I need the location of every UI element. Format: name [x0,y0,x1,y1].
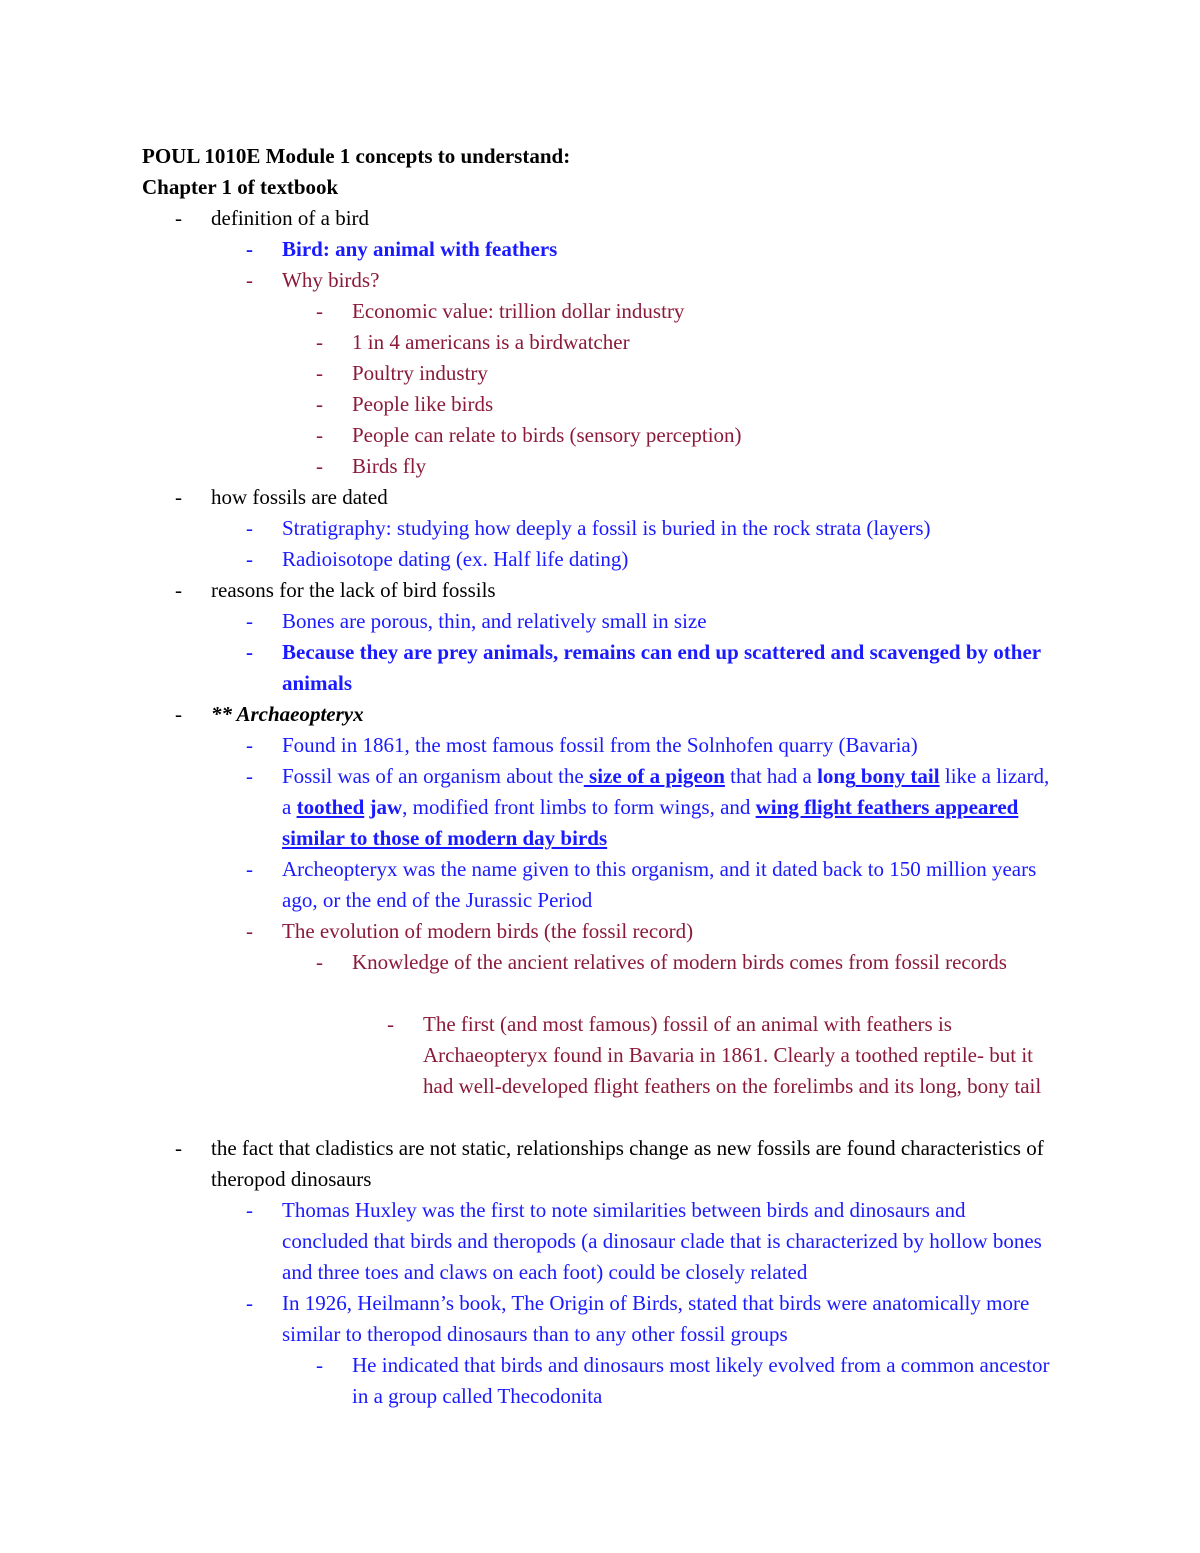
list-item-knowledge [316,947,1056,978]
list-item-text: Stratigraphy: studying how deeply a fossil is buried in the rock strata (layers) [282,516,931,540]
bullet-dash: - [246,237,253,261]
list-item-text: Archeopteryx was the name given to this organism, and it dated back to 150 million years ago, or the end of the Jurassic Period [282,857,1037,912]
text-run-bony-tail: bony tail [855,764,940,788]
list-item-radioisotope [246,544,1056,575]
list-item-text: He indicated that birds and dinosaurs most likely evolved from a common ancestor in a group called Thecodonita [352,1353,1050,1408]
list-item-stratigraphy [246,513,1056,544]
list-item-text: definition of a bird [211,206,370,230]
list-item-cladistics [175,1133,1055,1195]
list-item-bird-definition [246,234,1056,265]
bullet-dash: - [246,609,253,633]
bullet-dash: - [246,516,253,540]
text-run: that had a [724,764,818,788]
bullet-dash: - [316,423,323,447]
list-item-text: Because they are prey animals, remains can end up scattered and scavenged by other animals [282,640,1041,695]
text-run: like a lizard, a [282,764,1050,819]
list-item-heilmann [246,1288,1056,1350]
bullet-dash: - [316,454,323,478]
bullet-dash: - [246,1198,253,1222]
list-item-found-1861 [246,730,1056,761]
bullet-dash: - [316,361,323,385]
bullet-dash: - [175,1136,182,1160]
list-item-huxley [246,1195,1056,1288]
bullet-dash: - [246,640,253,664]
list-item-text: Bones are porous, thin, and relatively small in size [282,609,707,633]
document-title: POUL 1010E Module 1 concepts to understand: [142,144,571,168]
bullet-dash: - [175,578,182,602]
list-item-text: reasons for the lack of bird fossils [211,578,496,602]
bullet-dash: - [246,268,253,292]
text-run-toothed: toothed [296,795,365,819]
list-item-people-like [316,389,1056,420]
list-item-text: the fact that cladistics are not static, relationships change as new fossils are found characteristics of theropod dinosaurs [211,1136,1044,1191]
bullet-dash: - [387,1012,394,1036]
text-run-wing-flight-feathers: wing flight feathers appeared similar to those of modern day birds [282,795,1019,850]
bullet-dash: - [246,733,253,757]
list-item-evolution [246,916,1056,947]
list-item-text: People can relate to birds (sensory perception) [352,423,742,447]
list-item-poultry [316,358,1056,389]
bullet-dash: - [175,206,182,230]
list-item-birdwatcher [316,327,1056,358]
list-item-text: Radioisotope dating (ex. Half life dating) [282,547,629,571]
list-item-economic [316,296,1056,327]
bullet-dash: - [316,299,323,323]
text-run-size-of-pigeon: size of a pigeon [583,764,725,788]
list-item-text: Found in 1861, the most famous fossil from the Solnhofen quarry (Bavaria) [282,733,918,757]
list-item-why-birds [246,265,1056,296]
bullet-dash: - [316,330,323,354]
bullet-dash: - [316,950,323,974]
bullet-dash: - [175,485,182,509]
list-item-text: Why birds? [282,268,380,292]
list-item-fossil-organism [246,761,1056,854]
text-run: Fossil was of an organism about the [282,764,584,788]
bullet-dash: - [246,547,253,571]
list-item-text [246,761,1056,854]
bullet-dash: - [316,1353,323,1377]
text-run: , modified front limbs to form wings, and [402,795,756,819]
list-item-text: People like birds [352,392,494,416]
bullet-dash: - [246,857,253,881]
bullet-dash: - [175,702,182,726]
list-item-text: Thomas Huxley was the first to note similarities between birds and dinosaurs and concluded that birds and theropods (a dinosaur clade that is characterized by hollow bones and three toes and claws on each foot) could be closely related [282,1198,1042,1284]
list-item-first-famous [387,1009,1057,1102]
list-item-prey-animals [246,637,1056,699]
list-item-bones-porous [246,606,1056,637]
list-item-text: ** Archaeopteryx [211,702,364,726]
list-item-text: Birds fly [352,454,427,478]
list-item-archaeopteryx [175,699,1055,730]
bullet-dash: - [246,764,253,788]
list-item-text: Economic value: trillion dollar industry [352,299,685,323]
list-item-text: 1 in 4 americans is a birdwatcher [352,330,630,354]
list-item-people-relate [316,420,1056,451]
list-item-definition [175,203,1055,234]
list-item-text: The first (and most famous) fossil of an animal with feathers is Archaeopteryx found in Bavaria in 1861. Clearly a toothed reptile- but it had well-developed flight feathers on the forelimbs and its long, bony tail [423,1012,1042,1098]
list-item-fossils-dated [175,482,1055,513]
list-item-text: In 1926, Heilmann’s book, The Origin of Birds, stated that birds were anatomically more similar to theropod dinosaurs than to any other fossil groups [282,1291,1030,1346]
list-item-archeopteryx-name [246,854,1056,916]
list-item-common-ancestor [316,1350,1056,1412]
list-item-lack-fossils [175,575,1055,606]
bullet-dash: - [246,919,253,943]
list-item-text: The evolution of modern birds (the fossil record) [282,919,694,943]
list-item-text: how fossils are dated [211,485,388,509]
chapter-heading: Chapter 1 of textbook [142,175,339,199]
text-run-jaw: jaw [364,795,403,819]
list-item-text: Poultry industry [352,361,488,385]
list-item-text: Knowledge of the ancient relatives of modern birds comes from fossil records [352,950,1007,974]
bullet-dash: - [316,392,323,416]
text-run-long: long [817,764,856,788]
list-item-birds-fly [316,451,1056,482]
bullet-dash: - [246,1291,253,1315]
list-item-text: Bird: any animal with feathers [282,237,558,261]
